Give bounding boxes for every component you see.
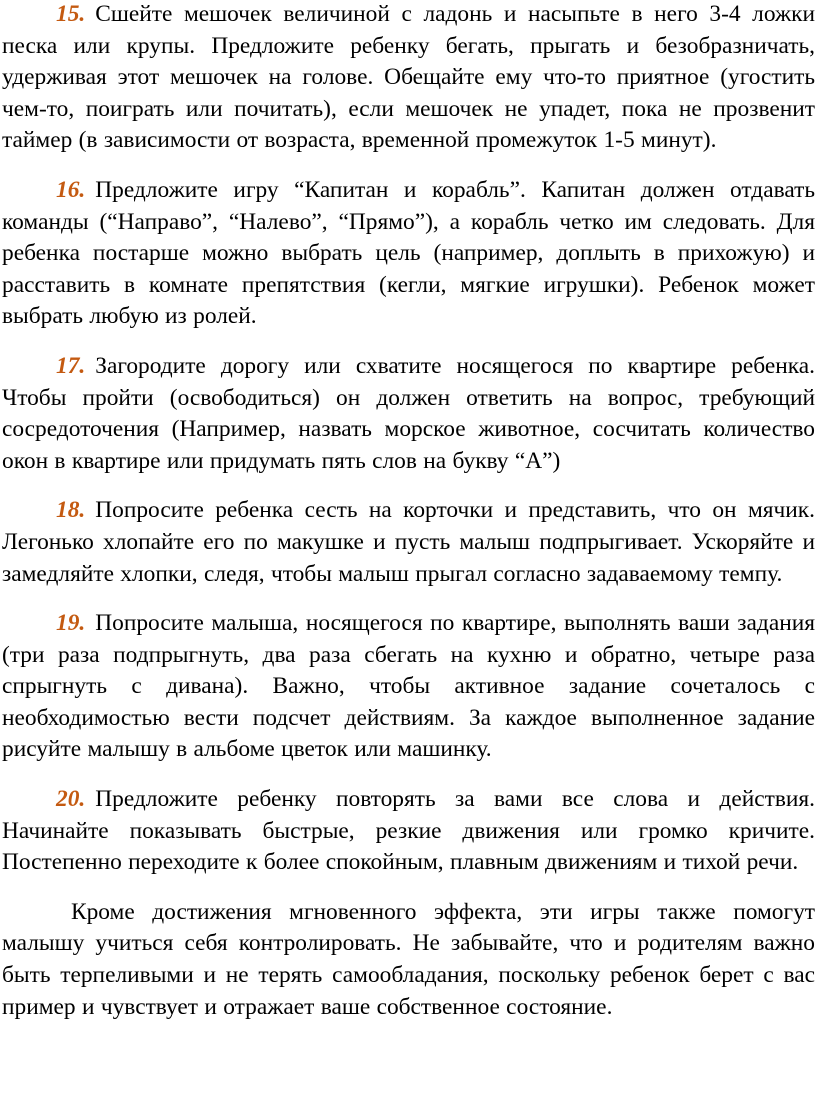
- item-number: 17.: [56, 352, 86, 379]
- list-item-20: [2, 784, 815, 879]
- item-text: Предложите игру “Капитан и корабль”. Капитан должен отдавать команды (“Направо”, “Налево”, “Прямо”), а корабль четко им следовать. Для ребенка постарше можно выбрать цель (например, доплыть в прихожую) и расставить в комнате препятствия (кегли, мягкие игрушки). Ребенок может выбрать любую из ролей.: [2, 176, 815, 330]
- item-text: Предложите ребенку повторять за вами все слова и действия. Начинайте показывать быстрые, резкие движения или громко кричите. Постепенно переходите к более спокойным, плавным движениям и тихой речи.: [2, 786, 815, 876]
- item-text: Сшейте мешочек величиной с ладонь и насыпьте в него 3-4 ложки песка или крупы. Предложите ребенку бегать, прыгать и безобразничать, удерживая этот мешочек на голове. Обещайте ему что-то приятное (угостить чем-то, поиграть или почитать), если мешочек не упадет, пока не прозвенит таймер (в зависимости от возраста, временной промежуток 1-5 минут).: [2, 1, 815, 154]
- list-item-19: [2, 608, 815, 766]
- list-item-15: [2, 0, 815, 157]
- item-number: 18.: [56, 497, 86, 524]
- item-number: 20.: [56, 786, 86, 813]
- item-text: Попросите малыша, носящегося по квартире, выполнять ваши задания (три раза подпрыгнуть, два раза сбегать на кухню и обратно, четыре раза спрыгнуть с дивана). Важно, чтобы активное задание сочеталось с необходимостью вести подсчет действиям. За каждое выполненное задание рисуйте малышу в альбоме цветок или машинку.: [2, 610, 815, 763]
- item-number: 15.: [56, 1, 86, 27]
- item-number: 19.: [56, 610, 86, 637]
- list-item-17: [2, 351, 815, 477]
- item-number: 16.: [56, 176, 86, 203]
- item-text: Попросите ребенка сесть на корточки и представить, что он мячик. Легонько хлопайте его по макушке и пусть малыш подпрыгивает. Ускоряйте и замедляйте хлопки, следя, чтобы малыш прыгал согласно задаваемому темпу.: [2, 497, 815, 587]
- item-text: Загородите дорогу или схватите носящегося по квартире ребенка. Чтобы пройти (освободиться) он должен ответить на вопрос, требующий сосредоточения (Например, назвать морское животное, сосчитать количество окон в квартире или придумать пять слов на букву “А”): [2, 352, 815, 474]
- list-item-16: [2, 175, 815, 333]
- closing-paragraph: Кроме достижения мгновенного эффекта, эти игры также помогут малышу учиться себя контролировать. Не забывайте, что и родителям важно быть терпеливыми и не терять самообладания, поскольку ребенок берет с вас пример и чувствует и отражает ваше собственное состояние.: [2, 898, 815, 1020]
- list-item-18: [2, 495, 815, 590]
